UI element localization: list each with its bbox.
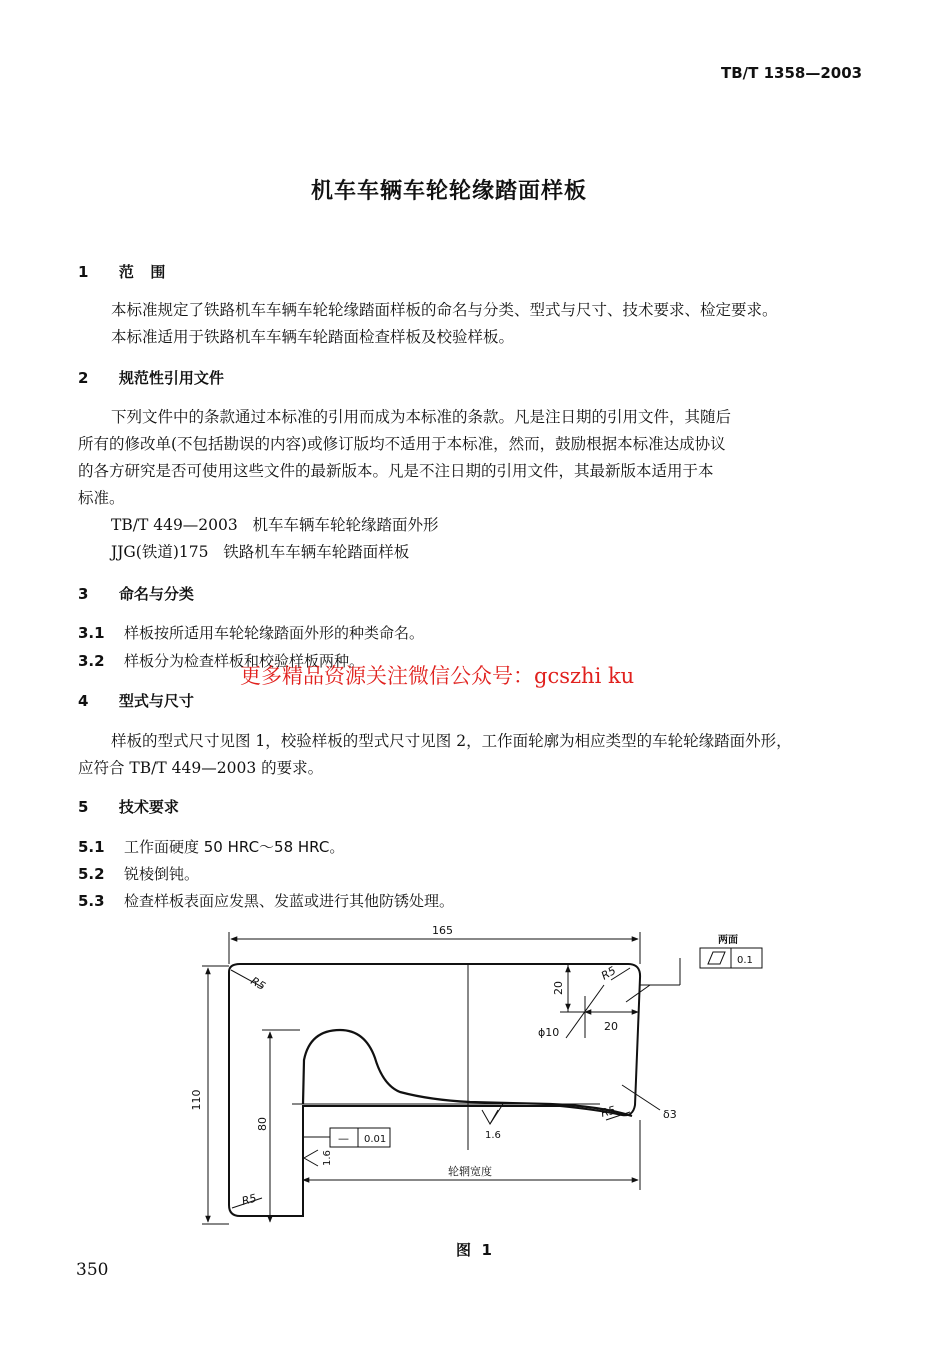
label-r5-bottom-left: R5	[240, 1191, 258, 1208]
section-4-line-1: 样板的型式尺寸见图 1，校验样板的型式尺寸见图 2，工作面轮廓为相应类型的车轮轮缘踏面外形，	[111, 732, 792, 750]
flatness-value: 0.1	[737, 955, 753, 966]
dim-20-horizontal: 20	[604, 1020, 618, 1033]
clause-3-2-text: 样板分为检查样板和校验样板两种。	[124, 652, 365, 670]
section-4-line-2: 应符合 TB/T 449—2003 的要求。	[78, 759, 324, 777]
section-3-title: 命名与分类	[118, 585, 194, 603]
section-1-number: 1	[78, 263, 89, 281]
section-2-line-2: 所有的修改单(不包括勘误的内容)或修订版均不适用于本标准，然而，鼓励根据本标准达成协议	[78, 435, 726, 453]
clause-5-3	[78, 890, 454, 911]
section-5-title: 技术要求	[118, 798, 179, 816]
page-title: 机车车辆车轮轮缘踏面样板	[311, 179, 588, 204]
standard-code: TB/T 1358—2003	[721, 64, 863, 82]
section-4-number: 4	[78, 692, 89, 710]
watermark-text: 更多精品资源关注微信公众号：gcszhi ku	[240, 664, 635, 688]
section-2-line-1: 下列文件中的条款通过本标准的引用而成为本标准的条款。凡是注日期的引用文件，其随后	[111, 408, 732, 426]
dim-110: 110	[190, 1089, 203, 1111]
section-1-para-1: 本标准规定了铁路机车车辆车轮轮缘踏面样板的命名与分类、型式与尺寸、技术要求、检定要求。	[111, 301, 778, 319]
figure-1-drawing	[0, 915, 950, 1260]
clause-5-2	[78, 863, 199, 884]
clause-5-1-number: 5.1	[78, 838, 105, 856]
section-3-heading	[78, 583, 194, 604]
label-delta3: δ3	[663, 1108, 677, 1121]
section-4-title: 型式与尺寸	[118, 692, 194, 710]
straightness-symbol: —	[338, 1132, 349, 1145]
dim-20-vertical: 20	[552, 981, 565, 995]
reference-tb-t-449: TB/T 449—2003 机车车辆车轮轮缘踏面外形	[111, 516, 439, 534]
dim-80: 80	[256, 1117, 269, 1131]
label-r5-top-right: R5	[599, 964, 619, 983]
flatness-label: 两面	[718, 935, 738, 946]
section-2-line-3: 的各方研究是否可使用这些文件的最新版本。凡是不注日期的引用文件，其最新版本适用于本	[78, 462, 714, 480]
label-r5-top-left: R5	[248, 974, 268, 993]
roughness-1-6-tread: 1.6	[485, 1130, 501, 1141]
figure-1-caption: 图 1	[456, 1241, 492, 1259]
section-2-number: 2	[78, 369, 89, 387]
section-4-heading	[78, 690, 194, 711]
straightness-value: 0.01	[364, 1134, 387, 1145]
roughness-1-6-flange: 1.6	[322, 1150, 333, 1166]
clause-5-3-text: 检查样板表面应发黑、发蓝或进行其他防锈处理。	[124, 892, 455, 910]
clause-5-3-number: 5.3	[78, 892, 105, 910]
section-2-title: 规范性引用文件	[118, 369, 224, 387]
section-3-number: 3	[78, 585, 89, 603]
section-1-title: 范 围	[118, 263, 168, 281]
clause-3-2-number: 3.2	[78, 652, 105, 670]
clause-5-2-number: 5.2	[78, 865, 105, 883]
page-number: 350	[76, 1260, 109, 1280]
template-outline	[229, 964, 640, 1216]
label-phi10: ϕ10	[538, 1026, 560, 1039]
clause-3-1-text: 样板按所适用车轮轮缘踏面外形的种类命名。	[124, 624, 425, 642]
clause-3-1	[78, 622, 424, 643]
clause-3-1-number: 3.1	[78, 624, 105, 642]
section-1-para-2: 本标准适用于铁路机车车辆车轮踏面检查样板及校验样板。	[111, 328, 515, 346]
clause-5-1	[78, 836, 344, 857]
section-2-line-4: 标准。	[78, 489, 125, 507]
section-1-heading	[78, 261, 167, 282]
dim-165: 165	[432, 924, 453, 937]
section-5-number: 5	[78, 798, 89, 816]
reference-jjg-175: JJG(铁道)175 铁路机车车辆车轮踏面样板	[111, 543, 410, 561]
section-5-heading	[78, 796, 179, 817]
clause-5-2-text: 锐棱倒钝。	[124, 865, 200, 883]
label-r5-right: R5	[599, 1103, 617, 1120]
clause-5-1-text: 工作面硬度 50 HRC～58 HRC。	[124, 838, 345, 856]
section-2-heading	[78, 367, 224, 388]
rim-width-label: 轮辋宽度	[448, 1165, 492, 1178]
